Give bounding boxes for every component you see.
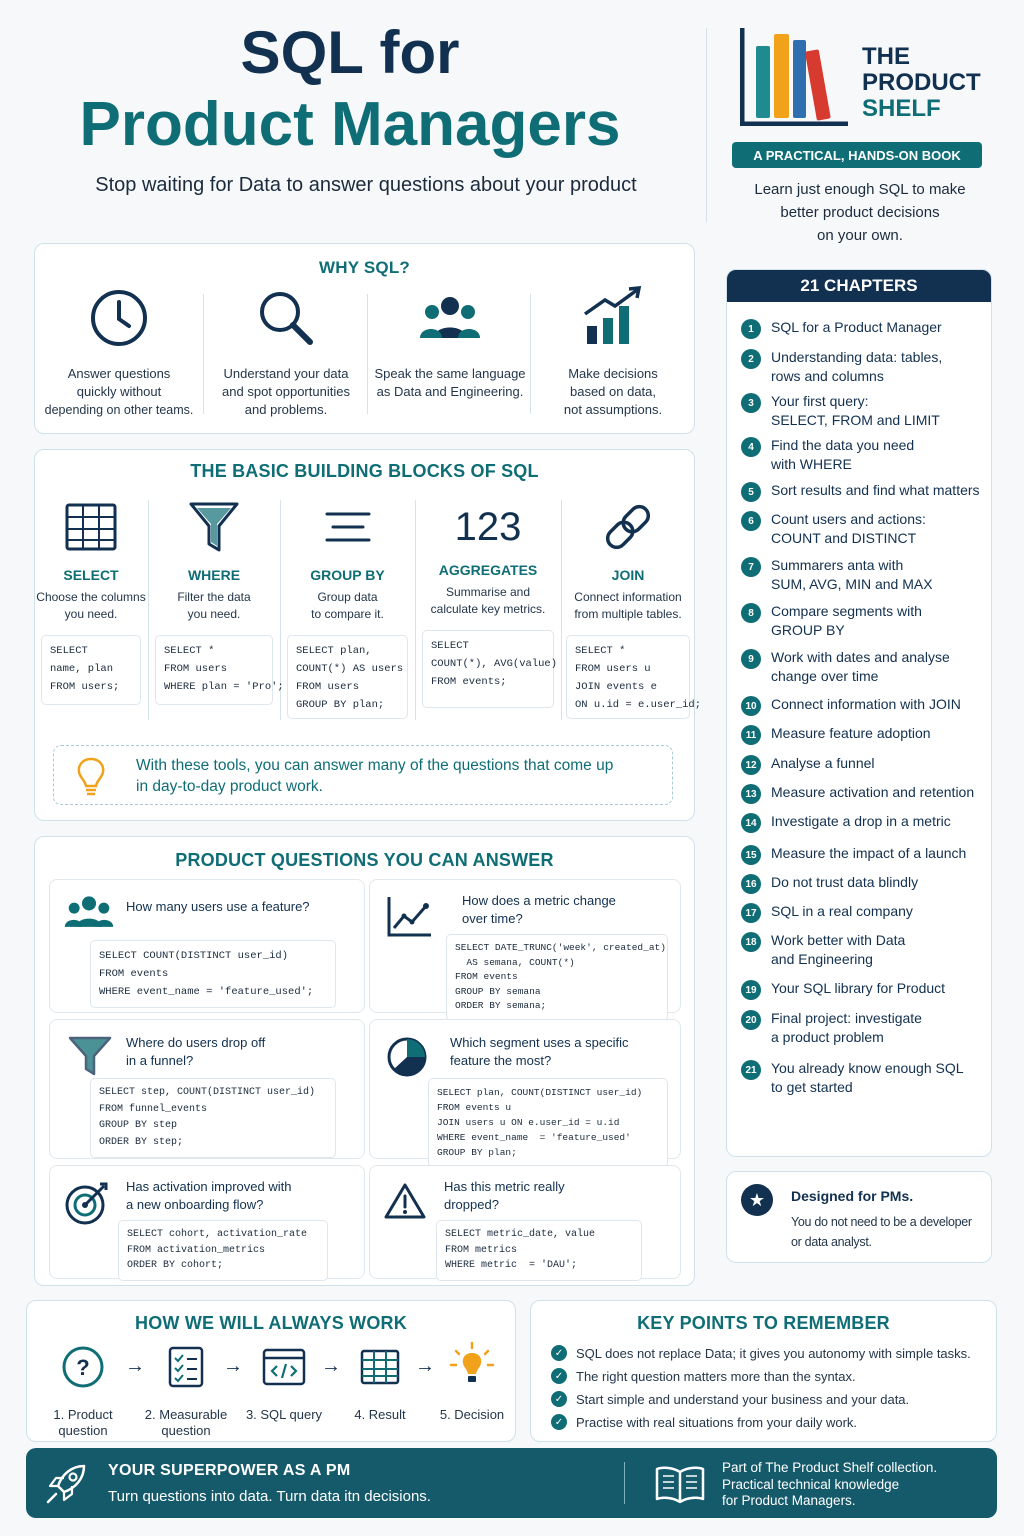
title-line-2: Product Managers (79, 90, 621, 159)
brand-name: THE PRODUCT SHELF (862, 43, 981, 122)
chapter-item (741, 873, 985, 894)
key-points-section (530, 1300, 997, 1442)
flow-arrow-3: → (321, 1355, 341, 1377)
chapter-title: Work better with Data and Engineering (771, 932, 906, 967)
question-code-4: SELECT plan, COUNT(DISTINCT user_id) FROM events u JOIN users u ON e.user_id = u.id WHERE event_name = 'feature_used' GROUP BY plan; (428, 1078, 668, 1167)
question-code-6: SELECT metric_date, value FROM metrics WHERE metric = 'DAU'; (436, 1220, 642, 1281)
workflow-section (26, 1300, 516, 1442)
chapter-number-badge: 7 (741, 557, 761, 577)
designed-title: Designed for PMs. (791, 1188, 914, 1204)
question-code-5: SELECT cohort, activation_rate FROM activation_metrics ORDER BY cohort; (118, 1220, 328, 1281)
questions-section (34, 836, 695, 1286)
page-title (0, 18, 700, 162)
chapter-item (741, 1059, 985, 1097)
people-icon (418, 288, 482, 348)
pie-chart-icon (386, 1036, 428, 1078)
chapters-title: 21 CHAPTERS (727, 270, 991, 302)
chapter-item (741, 979, 985, 1000)
check-icon: ✓ (551, 1414, 567, 1430)
block-join: JOIN Connect information from multiple tables. SELECT * FROM users u JOIN events e ON u.id = e.user_id; (562, 500, 694, 719)
chapters-panel (726, 269, 992, 1157)
why-item-1: Answer questions quickly without depending on other teams. (39, 288, 199, 419)
table-icon (64, 500, 118, 554)
building-blocks-section (34, 449, 702, 821)
warning-icon (384, 1182, 426, 1220)
chapter-number-badge: 4 (741, 437, 761, 457)
chapter-number-badge: 13 (741, 784, 761, 804)
chapter-number-badge: 3 (741, 393, 761, 413)
chapter-number-badge: 15 (741, 845, 761, 865)
chapter-number-badge: 17 (741, 903, 761, 923)
chapter-title: You already know enough SQL to get started (771, 1060, 964, 1095)
chapter-title: Analyse a funnel (771, 755, 875, 771)
flow-step-3: 3. SQL query (239, 1345, 329, 1423)
chapter-item (741, 724, 985, 745)
chapter-item (741, 931, 985, 969)
flow-step-4: 4. Result (339, 1345, 421, 1423)
block-where: WHERE Filter the data you need. SELECT * FROM users WHERE plan = 'Pro'; (149, 500, 279, 705)
code-aggregates: SELECT COUNT(*), AVG(value) FROM events; (422, 630, 554, 708)
lightbulb-icon (76, 756, 106, 798)
key-points-title: KEY POINTS TO REMEMBER (637, 1313, 890, 1333)
growth-chart-icon (581, 284, 645, 348)
flow-step-1: ? 1. Product question (41, 1345, 125, 1439)
chapter-item (741, 844, 985, 865)
why-item-3: Speak the same language as Data and Engineering. (371, 288, 529, 401)
people-icon (64, 894, 114, 930)
star-badge-icon: ★ (741, 1184, 773, 1216)
designed-line-2: or data analyst. (791, 1235, 872, 1249)
chapter-title: Your SQL library for Product (771, 980, 946, 996)
designed-line-1: You do not need to be a developer (791, 1215, 972, 1229)
checklist-icon (166, 1345, 206, 1389)
key-point-4: ✓ Practise with real situations from your daily work. (551, 1414, 857, 1430)
why-sql-section (34, 243, 695, 434)
chapter-title: Your first query: SELECT, FROM and LIMIT (771, 393, 940, 428)
page-subtitle: Stop waiting for Data to answer questions about your product (95, 174, 637, 196)
chapter-item (741, 510, 985, 548)
brand-logo (740, 26, 850, 126)
chapter-number-badge: 6 (741, 511, 761, 531)
check-icon: ✓ (551, 1368, 567, 1384)
chapter-number-badge: 1 (741, 319, 761, 339)
chapter-title: Connect information with JOIN (771, 696, 961, 712)
chapter-title: Measure feature adoption (771, 725, 931, 741)
flow-arrow-1: → (125, 1355, 145, 1377)
chapter-number-badge: 21 (741, 1060, 761, 1080)
tip-line-2: in day-to-day product work. (136, 778, 323, 795)
chapter-item (741, 648, 985, 686)
why-sql-title: WHY SQL? (318, 258, 410, 277)
designed-for-pms (726, 1171, 992, 1263)
chapter-item (741, 436, 985, 474)
chapter-title: Measure activation and retention (771, 784, 975, 800)
question-card-6: Has this metric really dropped? SELECT metric_date, value FROM metrics WHERE metric = 'DAU'; (369, 1165, 681, 1279)
chapter-item (741, 481, 985, 502)
question-card-2: How does a metric change over time? SELECT DATE_TRUNC('week', created_at) AS semana, COUNT(*) FROM events GROUP BY semana ORDER BY semana; (369, 879, 681, 1013)
books-icon (740, 26, 850, 126)
footer-banner (26, 1448, 997, 1518)
chapter-item (741, 556, 985, 594)
chapter-title: SQL for a Product Manager (771, 319, 942, 335)
chapter-item (741, 783, 985, 804)
brand-badge: A PRACTICAL, HANDS-ON BOOK (732, 142, 982, 168)
question-card-5: Has activation improved with a new onboarding flow? SELECT cohort, activation_rate FROM activation_metrics ORDER BY cohort; (49, 1165, 365, 1279)
code-join: SELECT * FROM users u JOIN events e ON u.id = e.user_id; (566, 635, 690, 719)
chapter-item (741, 318, 985, 339)
svg-text:?: ? (76, 1355, 90, 1380)
chapter-item (741, 902, 985, 923)
check-icon: ✓ (551, 1345, 567, 1361)
chapter-title: Find the data you need with WHERE (771, 437, 915, 472)
rocket-icon (44, 1462, 88, 1506)
brand-tagline: Learn just enough SQL to make better product decisions on your own. (754, 181, 966, 244)
block-aggregates: 123 AGGREGATES Summarise and calculate key metrics. SELECT COUNT(*), AVG(value) FROM events; (416, 500, 560, 708)
chapter-title: Compare segments with GROUP BY (771, 603, 922, 638)
line-chart-icon (386, 894, 434, 938)
chapter-title: Measure the impact of a launch (771, 845, 967, 861)
chapter-number-badge: 18 (741, 932, 761, 952)
chapter-number-badge: 14 (741, 813, 761, 833)
chapter-title: SQL in a real company (771, 903, 913, 919)
block-select: SELECT Choose the columns you need. SELECT name, plan FROM users; (35, 500, 147, 705)
question-card-3: Where do users drop off in a funnel? SELECT step, COUNT(DISTINCT user_id) FROM funnel_events GROUP BY step ORDER BY step; (49, 1019, 365, 1159)
chapter-item (741, 602, 985, 640)
block-group-by: GROUP BY Group data to compare it. SELECT plan, COUNT(*) AS users FROM users GROUP BY plan; (281, 500, 414, 719)
flow-step-5: 5. Decision (431, 1341, 513, 1423)
key-point-3: ✓ Start simple and understand your business and your data. (551, 1391, 909, 1407)
question-code-2: SELECT DATE_TRUNC('week', created_at) AS semana, COUNT(*) FROM events GROUP BY semana ORDER BY semana; (446, 934, 668, 1021)
chapter-number-badge: 5 (741, 482, 761, 502)
chapter-title: Investigate a drop in a metric (771, 813, 951, 829)
footer-right-3: for Product Managers. (722, 1493, 856, 1508)
footer-subline: Turn questions into data. Turn data itn decisions. (108, 1488, 431, 1505)
building-blocks-title: THE BASIC BUILDING BLOCKS OF SQL (190, 461, 539, 481)
chapter-item (741, 1009, 985, 1047)
chapter-title: Work with dates and analyse change over time (771, 649, 950, 684)
chapter-item (741, 754, 985, 775)
chapter-title: Sort results and find what matters (771, 482, 980, 498)
chapter-number-badge: 16 (741, 874, 761, 894)
key-point-2: ✓ The right question matters more than the syntax. (551, 1368, 856, 1384)
funnel-icon (187, 500, 241, 554)
chapter-title: Final project: investigate a product problem (771, 1010, 922, 1045)
chapter-number-badge: 20 (741, 1010, 761, 1030)
flow-arrow-2: → (223, 1355, 243, 1377)
why-item-2: Understand your data and spot opportunities and problems. (207, 288, 365, 419)
chapter-item (741, 392, 985, 430)
funnel-icon (68, 1036, 112, 1076)
chapter-title: Summarers anta with SUM, AVG, MIN and MAX (771, 557, 933, 592)
question-code-1: SELECT COUNT(DISTINCT user_id) FROM events WHERE event_name = 'feature_used'; (90, 940, 336, 1008)
flow-step-2: 2. Measurable question (141, 1345, 231, 1439)
tip-box (53, 745, 673, 805)
code-select: SELECT name, plan FROM users; (41, 635, 141, 705)
code-window-icon (261, 1345, 307, 1389)
lightbulb-icon (448, 1341, 496, 1389)
question-card-4: Which segment uses a specific feature the most? SELECT plan, COUNT(DISTINCT user_id) FROM events u JOIN users u ON e.user_id = u.id WHERE event_name = 'feature_used' GROUP BY plan; (369, 1019, 681, 1159)
questions-title: PRODUCT QUESTIONS YOU CAN ANSWER (175, 850, 554, 870)
chapter-item (741, 695, 985, 716)
lines-icon (321, 500, 375, 554)
magnifier-icon (256, 288, 316, 348)
chapter-number-badge: 2 (741, 349, 761, 369)
chapter-title: Do not trust data blindly (771, 874, 919, 890)
code-group-by: SELECT plan, COUNT(*) AS users FROM users GROUP BY plan; (287, 635, 408, 719)
title-line-1: SQL for (240, 19, 460, 86)
chapter-number-badge: 12 (741, 755, 761, 775)
workflow-title: HOW WE WILL ALWAYS WORK (135, 1313, 407, 1333)
chapter-title: Count users and actions: COUNT and DISTINCT (771, 511, 926, 546)
key-point-1: ✓ SQL does not replace Data; it gives you autonomy with simple tasks. (551, 1345, 971, 1361)
chapter-number-badge: 19 (741, 980, 761, 1000)
clock-icon (89, 288, 149, 348)
chapter-number-badge: 9 (741, 649, 761, 669)
question-code-3: SELECT step, COUNT(DISTINCT user_id) FROM funnel_events GROUP BY step ORDER BY step; (90, 1078, 336, 1158)
target-icon (64, 1180, 110, 1226)
footer-headline: YOUR SUPERPOWER AS A PM (108, 1462, 351, 1479)
code-where: SELECT * FROM users WHERE plan = 'Pro'; (155, 635, 273, 705)
chapter-number-badge: 11 (741, 725, 761, 745)
question-mark-icon (61, 1345, 105, 1389)
footer-right-1: Part of The Product Shelf collection. (722, 1460, 938, 1475)
check-icon: ✓ (551, 1391, 567, 1407)
why-item-4: Make decisions based on data, not assumptions. (534, 284, 692, 419)
flow-arrow-4: → (415, 1355, 435, 1377)
open-book-icon (654, 1464, 706, 1504)
footer-right-2: Practical technical knowledge (722, 1476, 900, 1492)
chapter-item (741, 348, 985, 386)
chapter-item (741, 812, 985, 833)
link-icon (601, 500, 655, 554)
chapter-number-badge: 10 (741, 696, 761, 716)
tip-line-1: With these tools, you can answer many of the questions that come up (136, 757, 614, 774)
numbers-icon: 123 (454, 505, 522, 549)
chapter-number-badge: 8 (741, 603, 761, 623)
results-table-icon (358, 1345, 402, 1389)
chapter-title: Understanding data: tables, rows and columns (771, 349, 943, 384)
question-card-1: How many users use a feature? SELECT COUNT(DISTINCT user_id) FROM events WHERE event_name = 'feature_used'; (49, 879, 365, 1013)
